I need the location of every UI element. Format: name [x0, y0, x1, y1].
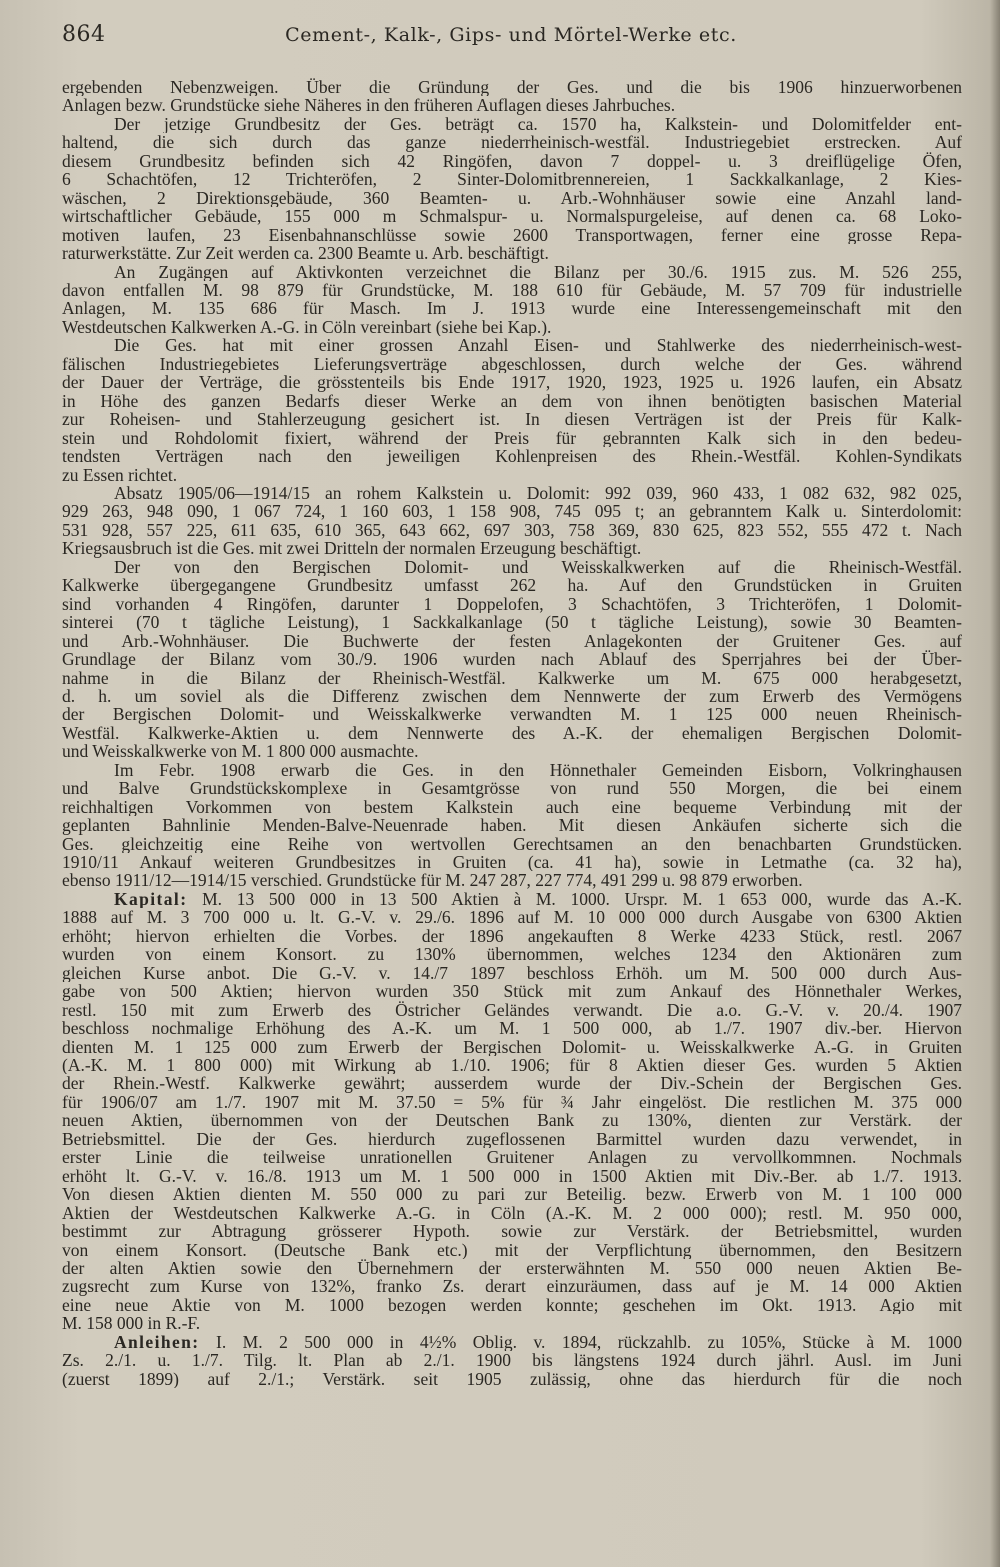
text-line: (zuerst 1899) auf 2./1.; Verstärk. seit 1905 zulässig, ohne das hierdurch für die noch [62, 1369, 962, 1389]
text-line: zur Roheisen- und Stahlerzeugung gesichert ist. In diesen Verträgen ist der Preis für Kalk- [62, 410, 962, 429]
text-line: wurden von einem Konsort. zu 130% übernommen, welches 1234 den Aktionären zum [62, 945, 962, 964]
text-line: Von diesen Aktien dienten M. 550 000 zu pari zur Beteilig. bezw. Erwerb von M. 1 100 000 [62, 1185, 962, 1204]
text-line: geplanten Bahnlinie Menden-Balve-Neuenrade haben. Mit diesen Ankäufen sicherte sich die [62, 816, 962, 835]
text-line: erster Linie die teilweise unrationellen Gruitener Anlagen zu vervollkommnen. Nochmals [62, 1148, 962, 1167]
page-header [62, 22, 960, 58]
text-line: 531 928, 557 225, 611 635, 610 365, 643 662, 697 303, 758 369, 830 625, 823 552, 555 472 t. Nach [62, 520, 962, 540]
text-line: 1888 auf M. 3 700 000 u. lt. G.-V. v. 29./6. 1896 auf M. 10 000 000 durch Ausgabe von 6300 Aktien [62, 908, 962, 927]
text-line: der Dauer der Verträge, die grösstenteils bis Ende 1917, 1920, 1923, 1925 u. 1926 laufen, ein Absatz [62, 373, 962, 392]
text-line: von einem Konsort. (Deutsche Bank etc.) mit der Verpflichtung übernommen, den Besitzern [62, 1240, 962, 1259]
body-text [62, 78, 962, 1388]
text-line: Betriebsmittel. Die der Ges. hierdurch zugeflossenen Barmittel wurden dazu verwendet, in [62, 1129, 962, 1149]
text-line: 6 Schachtöfen, 12 Trichteröfen, 2 Sinter-Dolomitbrennereien, 1 Sackkalkanlage, 2 Kies- [62, 170, 962, 189]
text-line: haltend, die sich durch das ganze niederrheinisch-westfäl. Industriegebiet erstrecken. Auf [62, 133, 962, 152]
text-line: 929 263, 948 090, 1 067 724, 1 160 603, 1 158 908, 745 095 t; an gebranntem Kalk u. Sinterdolomit: [62, 502, 962, 521]
text-line: Kalkwerke übergegangene Grundbesitz umfasst 262 ha. Auf den Grundstücken in Gruiten [62, 576, 962, 595]
text-line: und Arb.-Wohnhäuser. Die Buchwerte der festen Anlagekonten der Gruitener Ges. auf [62, 631, 962, 651]
text-line: der Bergischen Dolomit- und Weisskalkwerke verwandten M. 1 125 000 neuen Rheinisch- [62, 705, 962, 724]
text-line: Kriegsausbruch ist die Ges. mit zwei Dritteln der normalen Erzeugung beschäftigt. [62, 539, 642, 558]
text-line: und Balve Grundstückskomplexe in Gesamtgrösse von rund 550 Morgen, die bei einem [62, 779, 962, 798]
text-line: Westfäl. Kalkwerke-Aktien u. dem Nennwerte des A.-K. der ehemaligen Bergischen Dolomit- [62, 723, 962, 743]
text-line: Grundlage der Bilanz vom 30./9. 1906 wurden nach Ablauf des Sperrjahres bei der Über- [62, 650, 962, 669]
text-line: Der jetzige Grundbesitz der Ges. beträgt ca. 1570 ha, Kalkstein- und Dolomitfelder ent- [114, 114, 962, 134]
running-head: Cement-, Kalk-, Gips- und Mörtel-Werke etc. [285, 24, 737, 46]
text-line: nahme in die Bilanz der Rheinisch-Westfäl. Kalkwerke um M. 675 000 herabgesetzt, [62, 668, 962, 687]
text-line: stein und Rohdolomit fixiert, während der Preis für gebrannten Kalk sich in den bedeu- [62, 428, 962, 448]
text-line: Zs. 2./1. u. 1./7. Tilg. lt. Plan ab 2./1. 1900 bis längstens 1924 durch jährl. Ausl. im Juni [62, 1351, 962, 1370]
text-line: dienten M. 1 125 000 zum Erwerb der Bergischen Dolomit- u. Weisskalkwerke A.-G. in Gruiten [62, 1037, 962, 1057]
text-line: wäschen, 2 Direktionsgebäude, 360 Beamten- u. Arb.-Wohnhäuser sowie eine Anzahl land- [62, 188, 962, 208]
text-line: davon entfallen M. 98 879 für Grundstücke, M. 188 610 für Gebäude, M. 57 709 für industrielle [62, 280, 962, 300]
text-line: d. h. um soviel als die Differenz zwischen dem Nennwerte der zum Erwerb des Vermögens [62, 686, 962, 706]
section-label: Anleihen: [114, 1332, 200, 1352]
text-line: Ges. gleichzeitig eine Reihe von wertvollen Gerechtsamen an den benachbarten Grundstücken. [62, 834, 962, 854]
text-line: ergebenden Nebenzweigen. Über die Gründung der Ges. und die bis 1906 hinzuerworbenen [62, 78, 962, 97]
text-line: neuen Aktien, übernommen von der Deutschen Bank zu 130%, dienten zur Verstärk. der [62, 1111, 962, 1130]
text-line: motiven laufen, 23 Eisenbahnanschlüsse sowie 2600 Transportwagen, ferner eine grosse Repa- [62, 225, 962, 245]
text-line: beschloss nochmalige Erhöhung des A.-K. um M. 1 500 000, ab 1./7. 1907 div.-ber. Hiervon [62, 1019, 962, 1038]
text-line: zu Essen richtet. [62, 465, 178, 484]
text-line: Die Ges. hat mit einer grossen Anzahl Eisen- und Stahlwerke des niederrheinisch-west- [114, 336, 962, 355]
text-line: tendsten Verträgen nach den jeweiligen Kohlenpreisen des Rhein.-Westfäl. Kohlen-Syndikats [62, 447, 962, 466]
text-line: sind vorhanden 4 Ringöfen, darunter 1 Doppelofen, 3 Schachtöfen, 3 Trichteröfen, 1 Dolomit- [62, 594, 962, 614]
page-number: 864 [62, 22, 106, 47]
text-line: für 1906/07 am 1./7. 1907 mit M. 37.50 = 5% für ¾ Jahr eingelöst. Die restlichen M. 375 000 [62, 1092, 962, 1112]
text-line: Aktien der Westdeutschen Kalkwerke A.-G. in Cöln (A.-K. M. 2 000 000); restl. M. 950 000, [62, 1203, 962, 1223]
text-line: gleichen Kurse anbot. Die G.-V. v. 14./7 1897 beschloss Erhöh. um M. 500 000 durch Aus- [62, 963, 962, 983]
text-line: der Rhein.-Westf. Kalkwerke gewährt; ausserdem wurde der Div.-Schein der Bergischen Ges. [62, 1074, 962, 1093]
page-edge-shadow [990, 0, 1000, 1567]
text-line: Anlagen bezw. Grundstücke siehe Näheres in den früheren Auflagen dieses Jahrbuches. [62, 96, 676, 115]
text-line: Absatz 1905/06—1914/15 an rohem Kalkstein u. Dolomit: 992 039, 960 433, 1 082 632, 982 025, [114, 483, 962, 503]
text-line: fälischen Industriegebietes Lieferungsverträge abgeschlossen, durch welche der Ges. während [62, 354, 962, 374]
text-line: sinterei (70 t tägliche Leistung), 1 Sackkalkanlage (50 t tägliche Leistung), sowie 30 Beamten- [62, 613, 962, 632]
text-line: ebenso 1911/12—1914/15 verschied. Grundstücke für M. 247 287, 227 774, 491 299 u. 98 879 erworben. [62, 871, 803, 890]
text-line: erhöht; hiervon erhielten die Vorbes. der 1896 angekauften 8 Werke 4233 Stück, restl. 2067 [62, 926, 962, 946]
text-line: diesem Grundbesitz befinden sich 42 Ringöfen, davon 7 doppel- u. 3 dreiflügelige Öfen, [62, 151, 962, 171]
text-line: Anlagen, M. 135 686 für Masch. Im J. 1913 wurde eine Interessengemeinschaft mit den [62, 299, 962, 318]
text-line: M. 158 000 in R.-F. [62, 1314, 201, 1333]
text-line: und Weisskalkwerke von M. 1 800 000 ausmachte. [62, 742, 419, 761]
text-line: (A.-K. M. 1 800 000) mit Wirkung ab 1./10. 1906; für 8 Aktien dieser Ges. wurden 5 Aktien [62, 1056, 962, 1075]
text-line: der alten Aktien sowie den Übernehmern der ersterwähnten M. 550 000 neuen Aktien Be- [62, 1259, 962, 1278]
text-line: bestimmt zur Abtragung grösserer Hypoth. sowie zur Verstärk. der Betriebsmittel, wurden [62, 1222, 962, 1241]
text-line: Der von den Bergischen Dolomit- und Weisskalkwerken auf die Rheinisch-Westfäl. [114, 557, 962, 577]
text-line: reichhaltigen Vorkommen von bestem Kalkstein auch eine bequeme Verbindung mit der [62, 797, 962, 817]
text-line: Kapital: M. 13 500 000 in 13 500 Aktien à M. 1000. Urspr. M. 1 653 000, wurde das A.-K. [114, 889, 962, 909]
text-line: Westdeutschen Kalkwerken A.-G. in Cöln vereinbart (siehe bei Kap.). [62, 317, 552, 337]
section-label: Kapital: [114, 889, 188, 909]
text-line: in Höhe des ganzen Bedarfs dieser Werke an dem von ihnen benötigten basischen Material [62, 391, 962, 411]
text-line: restl. 150 mit zum Erwerb des Östricher Geländes verwandt. Die a.o. G.-V. v. 20./4. 1907 [62, 1000, 962, 1020]
text-line: erhöht lt. G.-V. v. 16./8. 1913 um M. 1 500 000 in 1500 Aktien mit Div.-Ber. ab 1./7. 1913. [62, 1166, 962, 1186]
text-line: Anleihen: I. M. 2 500 000 in 4½% Oblig. v. 1894, rückzahlb. zu 105%, Stücke à M. 1000 [114, 1332, 962, 1352]
text-line: raturwerkstätte. Zur Zeit werden ca. 2300 Beamte u. Arb. beschäftigt. [62, 244, 549, 263]
text-line: 1910/11 Ankauf weiteren Grundbesitzes in Gruiten (ca. 41 ha), sowie in Letmathe (ca. 32 ha), [62, 853, 962, 872]
text-line: eine neue Aktie von M. 1000 bezogen werden konnte; geschehen im Okt. 1913. Agio mit [62, 1295, 962, 1315]
text-line: gabe von 500 Aktien; hiervon wurden 350 Stück mit zum Ankauf des Hönnethaler Werkes, [62, 982, 962, 1001]
text-line: zugsrecht zum Kurse von 132%, franko Zs. derart einzuräumen, dass auf je M. 14 000 Aktien [62, 1277, 962, 1296]
text-line: Im Febr. 1908 erwarb die Ges. in den Hönnethaler Gemeinden Eisborn, Volkringhausen [114, 760, 962, 780]
text-line: An Zugängen auf Aktivkonten verzeichnet die Bilanz per 30./6. 1915 zus. M. 526 255, [114, 262, 962, 281]
text-line: wirtschaftlicher Gebäude, 155 000 m Schmalspur- u. Normalspurgeleise, auf denen ca. 68 Loko- [62, 207, 962, 226]
